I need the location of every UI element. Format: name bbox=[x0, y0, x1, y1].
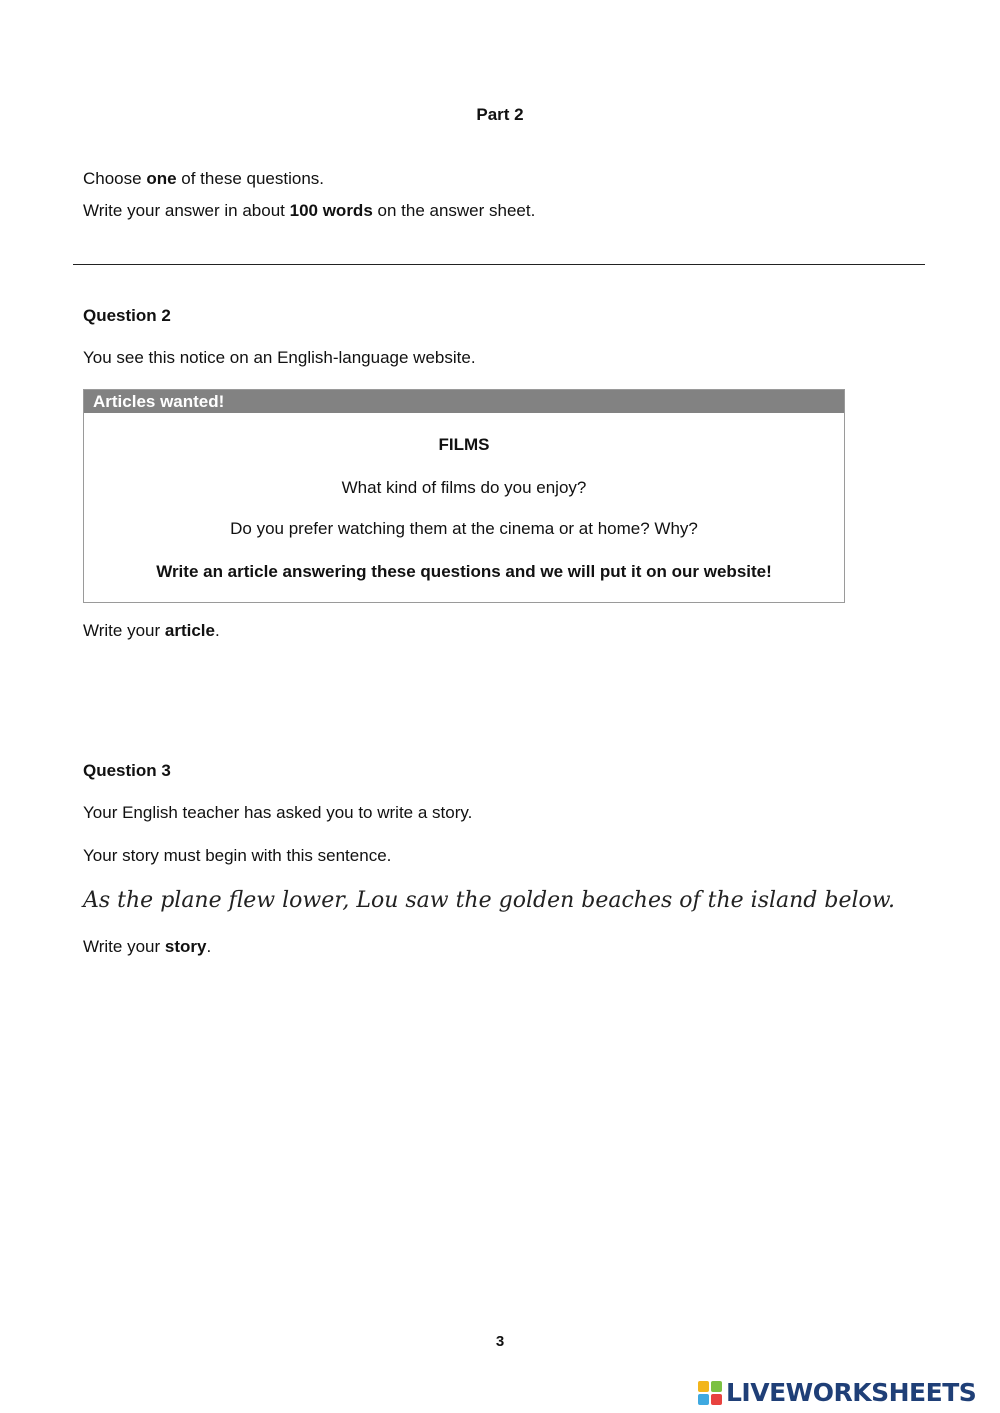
logo-square-2 bbox=[711, 1381, 722, 1392]
part-title: Part 2 bbox=[476, 105, 524, 124]
question-2-task bbox=[83, 620, 220, 642]
notice-title: FILMS bbox=[438, 435, 490, 454]
instruction-word-count bbox=[83, 200, 535, 222]
liveworksheets-logo bbox=[698, 1378, 976, 1408]
section-divider bbox=[73, 264, 925, 265]
notice-box bbox=[83, 389, 845, 603]
logo-square-4 bbox=[711, 1394, 722, 1405]
story-opening-sentence: As the plane flew lower, Lou saw the golden beaches of the island below. bbox=[83, 888, 895, 913]
question-3-intro-1: Your English teacher has asked you to write a story. bbox=[83, 803, 473, 822]
question-2-intro: You see this notice on an English-language website. bbox=[83, 348, 476, 367]
instruction-choose bbox=[83, 168, 324, 190]
question-3-task-before: Write your bbox=[83, 937, 165, 956]
question-3-task-after: . bbox=[206, 937, 212, 956]
instruction-choose-after: of these questions. bbox=[176, 169, 324, 188]
question-3-intro-2: Your story must begin with this sentence. bbox=[83, 846, 392, 865]
page-number: 3 bbox=[495, 1333, 505, 1350]
notice-line-2: Do you prefer watching them at the cinema or at home? Why? bbox=[230, 519, 698, 538]
question-3-task-bold: story bbox=[164, 937, 207, 956]
instruction-choose-bold: one bbox=[146, 169, 177, 188]
liveworksheets-logo-text: LIVEWORKSHEETS bbox=[726, 1378, 977, 1407]
liveworksheets-logo-icon bbox=[698, 1381, 722, 1405]
question-2-task-after: . bbox=[214, 621, 220, 640]
notice-header bbox=[84, 390, 844, 413]
question-3-heading: Question 3 bbox=[83, 761, 171, 780]
question-2-task-bold: article bbox=[164, 621, 215, 640]
instruction-word-count-after: on the answer sheet. bbox=[372, 201, 536, 220]
notice-line-1: What kind of films do you enjoy? bbox=[341, 478, 587, 497]
logo-square-3 bbox=[698, 1394, 709, 1405]
notice-header-text: Articles wanted! bbox=[93, 392, 225, 411]
question-2-heading: Question 2 bbox=[83, 306, 171, 325]
question-2-task-before: Write your bbox=[83, 621, 165, 640]
notice-line-3: Write an article answering these questions and we will put it on our website! bbox=[156, 562, 772, 581]
instruction-word-count-bold: 100 words bbox=[289, 201, 373, 220]
instruction-word-count-before: Write your answer in about bbox=[83, 201, 290, 220]
logo-square-1 bbox=[698, 1381, 709, 1392]
instruction-choose-before: Choose bbox=[83, 169, 147, 188]
question-3-task bbox=[83, 936, 211, 958]
